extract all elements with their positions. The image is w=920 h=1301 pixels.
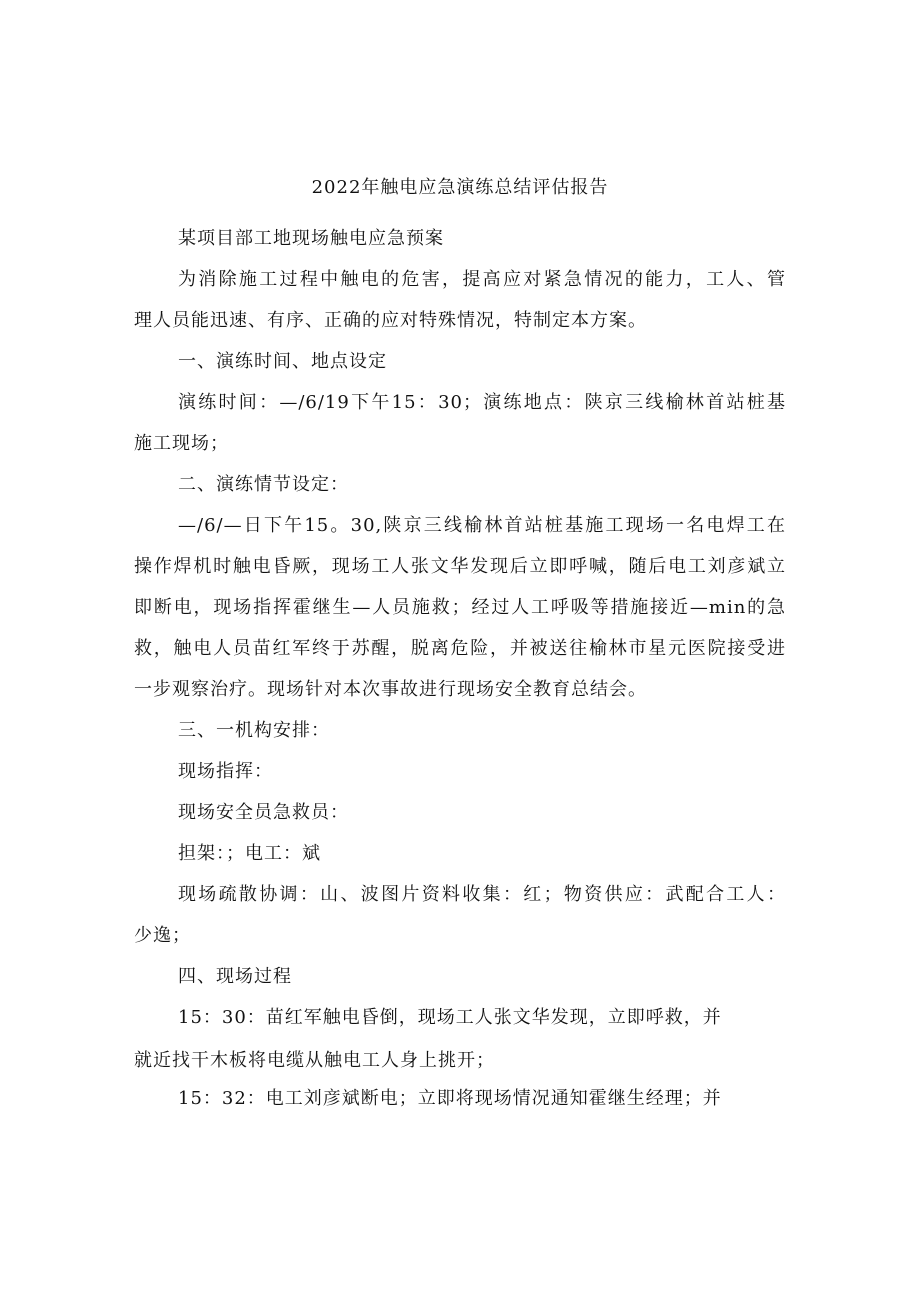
paragraph-line: 一步观察治疗。现场针对本次事故进行现场安全教育总结会。 — [134, 679, 647, 700]
paragraph-line: —/6/—日下午15。30,陕京三线榆林首站桩基施工现场一名电焊工在 — [178, 515, 786, 536]
paragraph-line: 担架：；电工：斌 — [178, 843, 321, 864]
paragraph-line: 理人员能迅速、有序、正确的应对特殊情况，特制定本方案。 — [134, 310, 647, 331]
paragraph-line: 15：32：电工刘彦斌断电；立即将现场情况通知霍继生经理；并 — [178, 1088, 722, 1109]
paragraph-line: 15：30：苗红军触电昏倒，现场工人张文华发现，立即呼救，并 — [178, 1007, 722, 1028]
section-heading-organization: 三、一机构安排： — [178, 720, 330, 741]
paragraph-line: 为消除施工过程中触电的危害，提高应对紧急情况的能力，工人、管 — [178, 269, 786, 290]
paragraph-line: 施工现场； — [134, 433, 229, 454]
paragraph-line: 少逸； — [134, 925, 191, 946]
section-heading-scenario: 二、演练情节设定： — [178, 474, 349, 495]
paragraph-line: 现场疏散协调：山、波图片资料收集：红；物资供应：武配合工人： — [178, 884, 786, 905]
section-heading-process: 四、现场过程 — [178, 966, 292, 987]
paragraph-line: 操作焊机时触电昏厥，现场工人张文华发现后立即呼喊，随后电工刘彦斌立 — [134, 556, 786, 577]
paragraph-line: 现场安全员急救员： — [178, 802, 349, 823]
document-title: 2022年触电应急演练总结评估报告 — [311, 177, 609, 198]
paragraph-line: 救，触电人员苗红军终于苏醒，脱离危险，并被送往榆林市星元医院接受进 — [134, 638, 786, 659]
section-heading-time-place: 一、演练时间、地点设定 — [178, 351, 387, 372]
paragraph-line: 就近找干木板将电缆从触电工人身上挑开； — [134, 1050, 495, 1071]
paragraph-line: 演练时间：—/6/19下午15：30；演练地点：陕京三线榆林首站桩基 — [178, 392, 786, 413]
section-heading-plan: 某项目部工地现场触电应急预案 — [178, 228, 444, 249]
paragraph-line: 即断电，现场指挥霍继生—人员施救；经过人工呼吸等措施接近—min的急 — [134, 597, 786, 618]
paragraph-line: 现场指挥： — [178, 761, 273, 782]
